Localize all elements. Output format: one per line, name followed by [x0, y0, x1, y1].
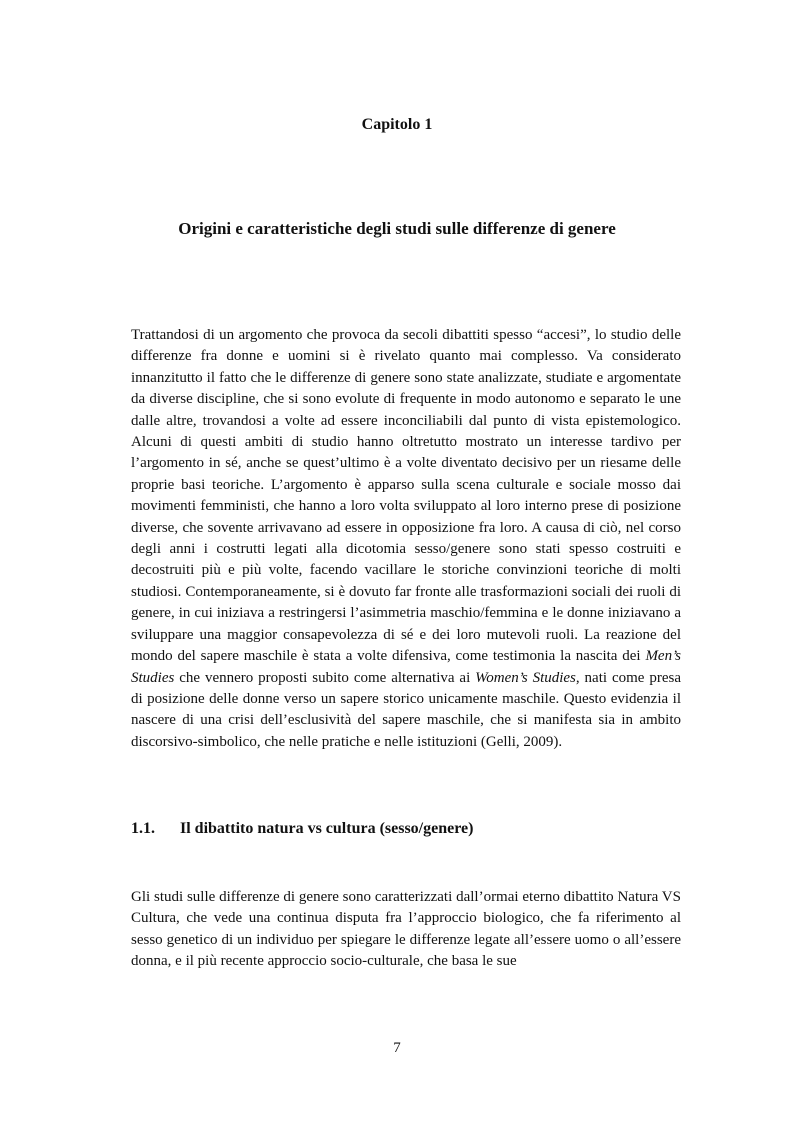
- intro-italic-mens-studies: Men’s Studies: [131, 648, 681, 686]
- section-number: 1.1.: [131, 820, 155, 837]
- page-number: 7: [393, 1040, 401, 1056]
- intro-paragraph: [131, 325, 681, 753]
- section-title: Il dibattito natura vs cultura (sesso/genere): [180, 820, 474, 837]
- section-heading: [131, 820, 681, 838]
- intro-text-part2: che vennero proposti subito come alternativa ai: [174, 669, 476, 686]
- intro-text-part3: , nati come presa di posizione delle donne verso un sapere storico unicamente maschile. Questo evidenzia il nascere di una crisi dell’esclusività del sapere maschile, che si manifesta sia in ambito discorsivo-simbolico, che nelle pratiche e nelle istituzioni (Gelli, 2009).: [131, 669, 681, 750]
- intro-italic-womens-studies: Women’s Studies: [475, 669, 576, 686]
- chapter-label: Capitolo 1: [361, 116, 433, 133]
- section-paragraph: Gli studi sulle differenze di genere sono caratterizzati dall’ormai eterno dibattito Natura VS Cultura, che vede una continua disputa fra l’approccio biologico, che fa riferimento al sesso genetico di un individuo per spiegare le differenze legate all’essere uomo o all’essere donna, e il più recente approccio socio-culturale, che basa le sue: [131, 889, 681, 970]
- intro-text-part1: Trattandosi di un argomento che provoca da secoli dibattiti spesso “accesi”, lo studio delle differenze fra donne e uomini si è rivelato quanto mai complesso. Va considerato innanzitutto il fatto che le differenze di genere sono state analizzate, studiate e argomentate da diverse discipline, che si sono evolute di frequente in modo autonomo e separato le une dalle altre, trovandosi a volte ad essere inconciliabili dal punto di vista epistemologico. Alcuni di questi ambiti di studio hanno oltretutto mostrato un interesse tardivo per l’argomento in sé, anche se quest’ultimo è a volte diventato decisivo per un riesame delle proprie basi teoriche. L’argomento è apparso sulla scena culturale e sociale mosso dai movimenti femministi, che hanno a loro volta sviluppato al loro interno prese di posizione diverse, che sovente arrivavano ad essere in opposizione fra loro. A causa di ciò, nel corso degli anni i costrutti legati alla dicotomia sesso/genere sono stati spesso costruiti e decostruiti più e più volte, facendo vacillare le storiche convinzioni teoriche di molti studiosi. Contemporaneamente, si è dovuto far fronte alle trasformazioni sociali dei ruoli di genere, in cui iniziava a restringersi l’asimmetria maschio/femmina e le donne iniziavano a sviluppare una maggior consapevolezza di sé e dei loro mutevoli ruoli. La reazione del mondo del sapere maschile è stata a volte difensiva, come testimonia la nascita dei: [131, 327, 681, 665]
- chapter-title: Origini e caratteristiche degli studi sulle differenze di genere: [178, 219, 616, 238]
